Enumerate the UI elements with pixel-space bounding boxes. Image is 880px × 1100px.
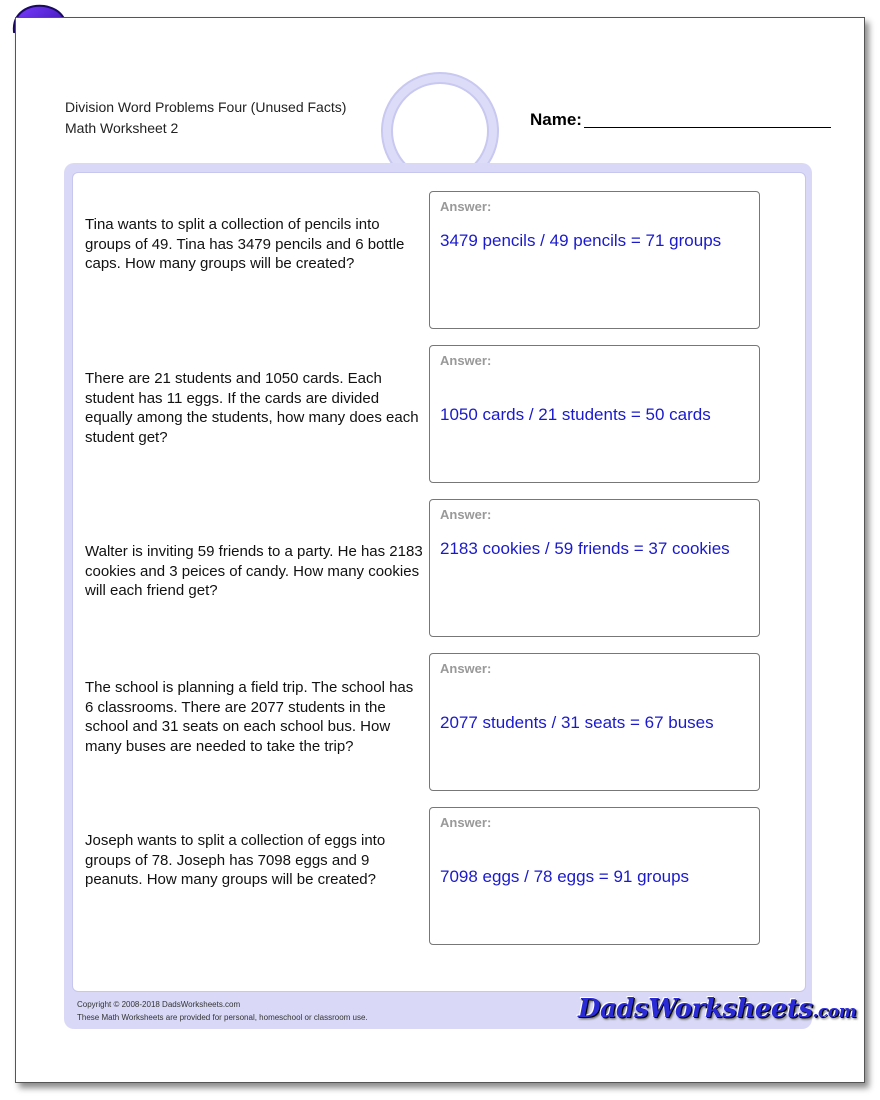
- worksheet-title: [65, 97, 346, 139]
- problem-5-question: Joseph wants to split a collection of eggs into groups of 78. Joseph has 7098 eggs and 9 peanuts. How many groups will be created?: [85, 832, 386, 888]
- dadsworksheets-logo: [578, 994, 856, 1024]
- usage-notice: These Math Worksheets are provided for personal, homeschool or classroom use.: [77, 1013, 368, 1022]
- problem-2-answer-box[interactable]: [429, 345, 760, 483]
- name-label: Name:: [530, 110, 582, 129]
- problem-4-answer-box[interactable]: [429, 653, 760, 791]
- problem-1-answer-box[interactable]: [429, 191, 760, 329]
- problem-4-answer: 2077 students / 31 seats = 67 buses: [440, 713, 714, 732]
- name-input-line[interactable]: [584, 127, 831, 128]
- logo-suffix: .com: [812, 1002, 857, 1022]
- title-line-2: Math Worksheet 2: [65, 120, 179, 136]
- problem-3-question: Walter is inviting 59 friends to a party. He has 2183 cookies and 3 peices of candy. How many cookies will each friend get?: [85, 543, 423, 599]
- problem-2-question: There are 21 students and 1050 cards. Each student has 11 eggs. If the cards are divided equally among the students, how many does each student get?: [85, 370, 419, 446]
- footer-copyright: [77, 998, 368, 1024]
- answer-label: Answer:: [440, 353, 492, 368]
- problem-4-question: The school is planning a field trip. The school has 6 classrooms. There are 2077 students in the school and 31 seats on each school bus. How many buses are needed to take the trip?: [85, 679, 414, 755]
- problem-3-answer-box[interactable]: [429, 499, 760, 637]
- answer-label: Answer:: [440, 507, 492, 522]
- logo-main: DadsWorksheets: [578, 994, 813, 1024]
- problem-5-answer: 7098 eggs / 78 eggs = 91 groups: [440, 867, 690, 886]
- answer-label: Answer:: [440, 815, 492, 830]
- title-line-1: Division Word Problems Four (Unused Facts): [65, 99, 347, 115]
- answer-label: Answer:: [440, 661, 492, 676]
- problem-1-answer: 3479 pencils / 49 pencils = 71 groups: [440, 231, 722, 250]
- problem-1-question: Tina wants to split a collection of pencils into groups of 49. Tina has 3479 pencils and 6 bottle caps. How many groups will be created?: [85, 216, 405, 272]
- problem-5-answer-box[interactable]: [429, 807, 760, 945]
- problem-3-answer: 2183 cookies / 59 friends = 37 cookies: [440, 539, 730, 558]
- problem-2-answer: 1050 cards / 21 students = 50 cards: [440, 405, 711, 424]
- answer-label: Answer:: [440, 199, 492, 214]
- copyright-text: Copyright © 2008-2018 DadsWorksheets.com: [77, 1000, 241, 1009]
